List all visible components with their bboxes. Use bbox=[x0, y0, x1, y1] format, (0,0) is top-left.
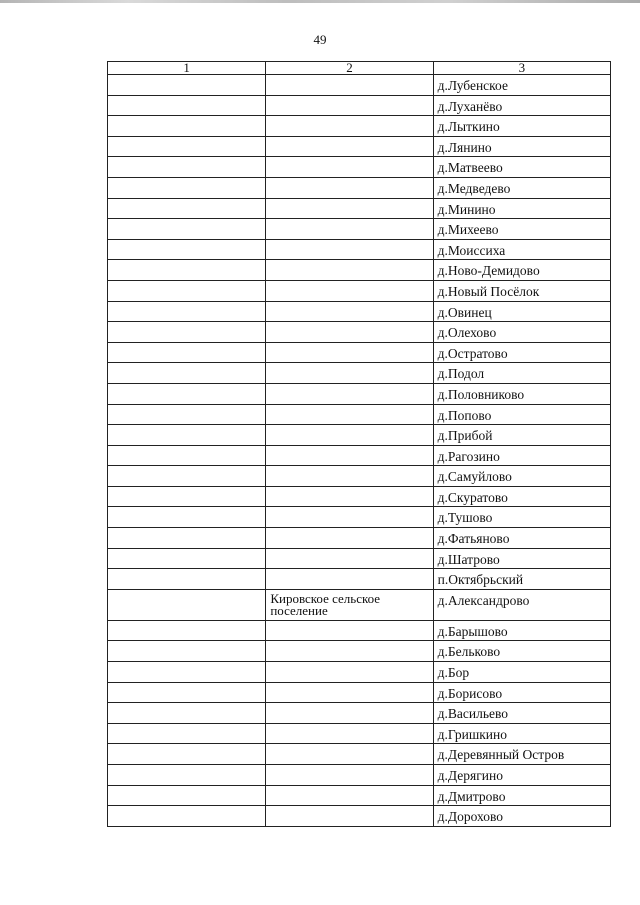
table-row bbox=[108, 744, 611, 765]
locality-cell: д.Рагозино bbox=[433, 445, 610, 466]
table-row bbox=[108, 363, 611, 384]
settlement-cell bbox=[266, 806, 433, 827]
settlement-cell bbox=[266, 239, 433, 260]
settlement-cell bbox=[266, 177, 433, 198]
locality-cell: д.Подол bbox=[433, 363, 610, 384]
locality-cell: д.Лубенское bbox=[433, 75, 610, 96]
locality-cell: д.Остратово bbox=[433, 342, 610, 363]
settlement-cell bbox=[266, 528, 433, 549]
settlement-cell bbox=[266, 280, 433, 301]
municipality-cell bbox=[108, 95, 266, 116]
municipality-cell bbox=[108, 765, 266, 786]
locality-cell: д.Лыткино bbox=[433, 116, 610, 137]
locality-cell: д.Медведево bbox=[433, 177, 610, 198]
municipality-cell bbox=[108, 342, 266, 363]
table-row bbox=[108, 765, 611, 786]
settlement-cell bbox=[266, 116, 433, 137]
locality-cell: д.Михеево bbox=[433, 219, 610, 240]
locality-cell: д.Александрово bbox=[433, 589, 610, 620]
municipality-cell bbox=[108, 157, 266, 178]
table-row bbox=[108, 280, 611, 301]
locality-cell: д.Фатьяново bbox=[433, 528, 610, 549]
municipality-cell bbox=[108, 260, 266, 281]
municipality-cell bbox=[108, 239, 266, 260]
municipality-cell bbox=[108, 280, 266, 301]
municipality-cell bbox=[108, 383, 266, 404]
municipality-cell bbox=[108, 486, 266, 507]
locality-cell: д.Лянино bbox=[433, 136, 610, 157]
municipality-cell bbox=[108, 723, 266, 744]
locality-cell: д.Попово bbox=[433, 404, 610, 425]
table-row bbox=[108, 703, 611, 724]
table-row bbox=[108, 177, 611, 198]
municipality-cell bbox=[108, 641, 266, 662]
municipality-cell bbox=[108, 445, 266, 466]
locality-cell: д.Самуйлово bbox=[433, 466, 610, 487]
locality-cell: д.Деревянный Остров bbox=[433, 744, 610, 765]
settlement-cell bbox=[266, 682, 433, 703]
settlement-cell bbox=[266, 620, 433, 641]
settlement-cell bbox=[266, 548, 433, 569]
municipality-cell bbox=[108, 806, 266, 827]
municipality-cell bbox=[108, 136, 266, 157]
table-row bbox=[108, 404, 611, 425]
table-row bbox=[108, 662, 611, 683]
municipality-cell bbox=[108, 682, 266, 703]
table-row bbox=[108, 806, 611, 827]
locality-cell: д.Барышово bbox=[433, 620, 610, 641]
settlement-cell bbox=[266, 301, 433, 322]
table-row bbox=[108, 95, 611, 116]
table-row bbox=[108, 383, 611, 404]
locality-cell: д.Скуратово bbox=[433, 486, 610, 507]
municipality-cell bbox=[108, 785, 266, 806]
municipality-cell bbox=[108, 198, 266, 219]
table-row bbox=[108, 239, 611, 260]
column-header-1: 1 bbox=[108, 62, 266, 75]
municipality-cell bbox=[108, 569, 266, 590]
settlement-cell: Кировское сельское поселение bbox=[266, 589, 433, 620]
table-row bbox=[108, 785, 611, 806]
settlement-cell bbox=[266, 662, 433, 683]
table-row bbox=[108, 157, 611, 178]
municipality-cell bbox=[108, 404, 266, 425]
locality-cell: д.Бельково bbox=[433, 641, 610, 662]
municipality-cell bbox=[108, 466, 266, 487]
locality-cell: д.Дорохово bbox=[433, 806, 610, 827]
table-row bbox=[108, 322, 611, 343]
locality-cell: д.Моиссиха bbox=[433, 239, 610, 260]
table-row bbox=[108, 620, 611, 641]
table-row bbox=[108, 723, 611, 744]
settlement-cell bbox=[266, 785, 433, 806]
table-row bbox=[108, 528, 611, 549]
locality-cell: д.Половниково bbox=[433, 383, 610, 404]
settlements-table bbox=[107, 61, 611, 827]
table-row bbox=[108, 445, 611, 466]
table-row bbox=[108, 219, 611, 240]
settlement-cell bbox=[266, 723, 433, 744]
table-row bbox=[108, 682, 611, 703]
settlement-cell bbox=[266, 445, 433, 466]
municipality-cell bbox=[108, 744, 266, 765]
table-row bbox=[108, 301, 611, 322]
table-row bbox=[108, 425, 611, 446]
municipality-cell bbox=[108, 703, 266, 724]
locality-cell: д.Шатрово bbox=[433, 548, 610, 569]
table-header-row bbox=[108, 62, 611, 75]
column-header-3: 3 bbox=[433, 62, 610, 75]
settlement-cell bbox=[266, 507, 433, 528]
settlement-cell bbox=[266, 157, 433, 178]
settlement-cell bbox=[266, 703, 433, 724]
locality-cell: д.Гришкино bbox=[433, 723, 610, 744]
locality-cell: д.Бор bbox=[433, 662, 610, 683]
municipality-cell bbox=[108, 507, 266, 528]
municipality-cell bbox=[108, 528, 266, 549]
settlement-cell bbox=[266, 75, 433, 96]
settlement-cell bbox=[266, 342, 433, 363]
municipality-cell bbox=[108, 363, 266, 384]
table-row bbox=[108, 641, 611, 662]
settlement-cell bbox=[266, 95, 433, 116]
settlement-cell bbox=[266, 569, 433, 590]
page-number: 49 bbox=[313, 32, 327, 47]
table-row bbox=[108, 342, 611, 363]
locality-cell: д.Борисово bbox=[433, 682, 610, 703]
settlement-cell bbox=[266, 363, 433, 384]
municipality-cell bbox=[108, 75, 266, 96]
locality-cell: п.Октябрьский bbox=[433, 569, 610, 590]
column-header-2: 2 bbox=[266, 62, 433, 75]
settlement-cell bbox=[266, 260, 433, 281]
municipality-cell bbox=[108, 425, 266, 446]
table-row bbox=[108, 260, 611, 281]
table-row bbox=[108, 569, 611, 590]
table-row bbox=[108, 466, 611, 487]
locality-cell: д.Новый Посёлок bbox=[433, 280, 610, 301]
locality-cell: д.Олехово bbox=[433, 322, 610, 343]
settlement-cell bbox=[266, 404, 433, 425]
settlement-cell bbox=[266, 322, 433, 343]
locality-cell: д.Дмитрово bbox=[433, 785, 610, 806]
locality-cell: д.Минино bbox=[433, 198, 610, 219]
table-row bbox=[108, 486, 611, 507]
locality-cell: д.Васильево bbox=[433, 703, 610, 724]
locality-cell: д.Прибой bbox=[433, 425, 610, 446]
settlement-cell bbox=[266, 383, 433, 404]
table-row bbox=[108, 75, 611, 96]
municipality-cell bbox=[108, 662, 266, 683]
settlement-cell bbox=[266, 425, 433, 446]
locality-cell: д.Тушово bbox=[433, 507, 610, 528]
settlement-cell bbox=[266, 486, 433, 507]
table-row bbox=[108, 507, 611, 528]
locality-cell: д.Ново-Демидово bbox=[433, 260, 610, 281]
locality-cell: д.Луханёво bbox=[433, 95, 610, 116]
table-row bbox=[108, 548, 611, 569]
municipality-cell bbox=[108, 177, 266, 198]
municipality-cell bbox=[108, 301, 266, 322]
settlement-cell bbox=[266, 641, 433, 662]
municipality-cell bbox=[108, 322, 266, 343]
table-row bbox=[108, 116, 611, 137]
settlement-cell bbox=[266, 219, 433, 240]
locality-cell: д.Матвеево bbox=[433, 157, 610, 178]
table-row bbox=[108, 589, 611, 620]
municipality-cell bbox=[108, 219, 266, 240]
settlement-cell bbox=[266, 744, 433, 765]
municipality-cell bbox=[108, 116, 266, 137]
locality-cell: д.Дерягино bbox=[433, 765, 610, 786]
table-row bbox=[108, 198, 611, 219]
settlement-cell bbox=[266, 136, 433, 157]
municipality-cell bbox=[108, 589, 266, 620]
settlement-cell bbox=[266, 765, 433, 786]
scan-edge bbox=[0, 0, 640, 3]
municipality-cell bbox=[108, 620, 266, 641]
settlement-cell bbox=[266, 198, 433, 219]
table-row bbox=[108, 136, 611, 157]
settlement-cell bbox=[266, 466, 433, 487]
municipality-cell bbox=[108, 548, 266, 569]
locality-cell: д.Овинец bbox=[433, 301, 610, 322]
